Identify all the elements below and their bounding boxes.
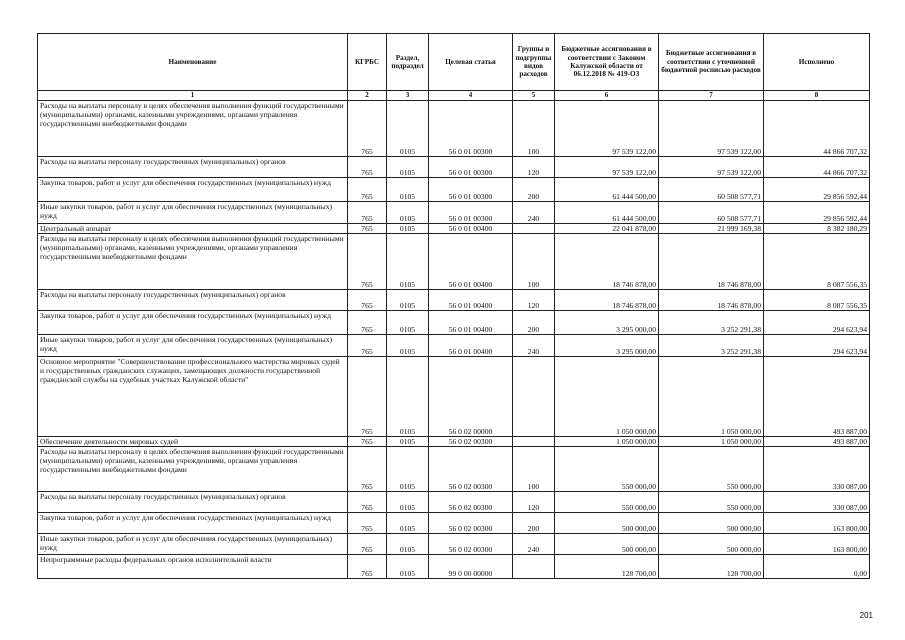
row-executed: 44 866 707,32 <box>764 157 870 178</box>
row-target: 56 0 01 00400 <box>429 224 513 234</box>
row-group: 100 <box>513 234 555 290</box>
row-allocation-refined: 97 539 122,00 <box>659 101 764 157</box>
header-grbs: КГРБС <box>348 34 387 91</box>
header-groups: Группы и подгруппы видов расходов <box>513 34 555 91</box>
row-section: 0105 <box>387 178 429 202</box>
row-group <box>513 437 555 447</box>
row-grbs: 765 <box>348 335 387 357</box>
row-name: Обеспечение деятельности мировых судей <box>38 437 348 447</box>
row-grbs: 765 <box>348 357 387 437</box>
row-group: 100 <box>513 447 555 492</box>
row-allocation-refined: 550 000,00 <box>659 492 764 513</box>
row-name: Закупка товаров, работ и услуг для обеспечения государственных (муниципальных) нужд <box>38 311 348 335</box>
row-allocation-law: 128 700,00 <box>555 555 659 579</box>
row-name: Расходы на выплаты персоналу государственных (муниципальных) органов <box>38 157 348 178</box>
row-target: 56 0 02 00300 <box>429 534 513 555</box>
table-row <box>38 447 870 492</box>
table-row <box>38 101 870 157</box>
row-allocation-law: 1 050 000,00 <box>555 357 659 437</box>
row-grbs: 765 <box>348 202 387 224</box>
row-target: 56 0 01 00300 <box>429 202 513 224</box>
row-allocation-refined: 500 000,00 <box>659 534 764 555</box>
row-allocation-refined: 550 000,00 <box>659 447 764 492</box>
page-number: 201 <box>859 611 873 620</box>
row-executed: 330 087,00 <box>764 447 870 492</box>
row-grbs: 765 <box>348 447 387 492</box>
header-name: Наименование <box>38 34 348 91</box>
table-row <box>38 513 870 534</box>
row-executed: 8 382 180,29 <box>764 224 870 234</box>
row-grbs: 765 <box>348 437 387 447</box>
row-section: 0105 <box>387 290 429 311</box>
table-row <box>38 311 870 335</box>
row-group: 200 <box>513 178 555 202</box>
row-target: 56 0 01 00400 <box>429 311 513 335</box>
row-allocation-refined: 97 539 122,00 <box>659 157 764 178</box>
row-allocation-law: 61 444 500,00 <box>555 202 659 224</box>
row-allocation-refined: 1 050 000,00 <box>659 357 764 437</box>
row-allocation-refined: 21 999 169,38 <box>659 224 764 234</box>
row-group: 120 <box>513 492 555 513</box>
row-name: Иные закупки товаров, работ и услуг для обеспечения государственных (муниципальных) нужд <box>38 202 348 224</box>
row-executed: 294 623,94 <box>764 335 870 357</box>
row-allocation-refined: 3 252 291,38 <box>659 311 764 335</box>
row-allocation-law: 500 000,00 <box>555 513 659 534</box>
column-number: 7 <box>659 91 764 101</box>
row-allocation-law: 3 295 000,00 <box>555 311 659 335</box>
column-number: 6 <box>555 91 659 101</box>
row-group: 240 <box>513 202 555 224</box>
table-row <box>38 335 870 357</box>
row-target: 56 0 02 00300 <box>429 437 513 447</box>
row-group: 240 <box>513 335 555 357</box>
row-group: 240 <box>513 534 555 555</box>
row-name: Расходы на выплаты персоналу в целях обеспечения выполнения функций государственными (муниципальными) органами, казенными учреждениями, органами управления государственными внебюджетными фондами <box>38 101 348 157</box>
row-section: 0105 <box>387 513 429 534</box>
row-group <box>513 357 555 437</box>
column-number: 8 <box>764 91 870 101</box>
table-row <box>38 157 870 178</box>
row-target: 56 0 01 00400 <box>429 234 513 290</box>
row-allocation-law: 500 000,00 <box>555 534 659 555</box>
row-allocation-law: 1 050 000,00 <box>555 437 659 447</box>
row-allocation-law: 3 295 000,00 <box>555 335 659 357</box>
row-target: 56 0 02 00300 <box>429 447 513 492</box>
row-section: 0105 <box>387 492 429 513</box>
row-grbs: 765 <box>348 513 387 534</box>
row-grbs: 765 <box>348 178 387 202</box>
row-grbs: 765 <box>348 492 387 513</box>
row-section: 0105 <box>387 357 429 437</box>
table-row <box>38 534 870 555</box>
row-executed: 493 887,00 <box>764 357 870 437</box>
row-allocation-law: 18 746 878,00 <box>555 234 659 290</box>
row-executed: 8 087 556,35 <box>764 234 870 290</box>
row-name: Закупка товаров, работ и услуг для обеспечения государственных (муниципальных) нужд <box>38 178 348 202</box>
row-allocation-refined: 500 000,00 <box>659 513 764 534</box>
table-row <box>38 224 870 234</box>
row-group: 120 <box>513 157 555 178</box>
column-number: 2 <box>348 91 387 101</box>
row-section: 0105 <box>387 437 429 447</box>
row-name: Иные закупки товаров, работ и услуг для обеспечения государственных (муниципальных) нужд <box>38 335 348 357</box>
row-group <box>513 555 555 579</box>
header-executed: Исполнено <box>764 34 870 91</box>
row-executed: 29 856 592,44 <box>764 202 870 224</box>
table-row <box>38 178 870 202</box>
row-target: 56 0 01 00400 <box>429 290 513 311</box>
row-name: Расходы на выплаты персоналу государственных (муниципальных) органов <box>38 492 348 513</box>
row-section: 0105 <box>387 202 429 224</box>
row-grbs: 765 <box>348 224 387 234</box>
row-executed: 330 087,00 <box>764 492 870 513</box>
row-name: Основное мероприятие "Совершенствование профессионального мастерства мировых судей и государственных гражданских служащих, замещающих должности государственной гражданской службы на судебных участках Калужской области" <box>38 357 348 437</box>
row-allocation-refined: 60 508 577,71 <box>659 202 764 224</box>
row-target: 99 0 00 00000 <box>429 555 513 579</box>
header-allocations-law: Бюджетные ассигнования в соответствии с Законом Калужской области от 06.12.2018 № 419-ОЗ <box>555 34 659 91</box>
row-target: 56 0 02 00300 <box>429 492 513 513</box>
row-target: 56 0 01 00300 <box>429 157 513 178</box>
row-name: Расходы на выплаты персоналу в целях обеспечения выполнения функций государственными (муниципальными) органами, казенными учреждениями, органами управления государственными внебюджетными фондами <box>38 234 348 290</box>
table-header-row <box>38 34 870 91</box>
table-row <box>38 357 870 437</box>
row-name: Центральный аппарат <box>38 224 348 234</box>
table-body <box>38 101 870 579</box>
header-section: Раздел, подраздел <box>387 34 429 91</box>
row-grbs: 765 <box>348 234 387 290</box>
column-number: 1 <box>38 91 348 101</box>
column-number: 3 <box>387 91 429 101</box>
row-group <box>513 224 555 234</box>
table-row <box>38 555 870 579</box>
table-row <box>38 234 870 290</box>
row-allocation-law: 550 000,00 <box>555 492 659 513</box>
row-section: 0105 <box>387 224 429 234</box>
table-row <box>38 202 870 224</box>
row-target: 56 0 02 00300 <box>429 513 513 534</box>
row-allocation-refined: 18 746 878,00 <box>659 234 764 290</box>
row-grbs: 765 <box>348 311 387 335</box>
row-grbs: 765 <box>348 157 387 178</box>
row-grbs: 765 <box>348 290 387 311</box>
row-section: 0105 <box>387 157 429 178</box>
row-executed: 163 800,00 <box>764 534 870 555</box>
row-executed: 163 800,00 <box>764 513 870 534</box>
row-name: Расходы на выплаты персоналу государственных (муниципальных) органов <box>38 290 348 311</box>
header-target: Целевая статья <box>429 34 513 91</box>
row-section: 0105 <box>387 101 429 157</box>
row-allocation-law: 550 000,00 <box>555 447 659 492</box>
row-section: 0105 <box>387 555 429 579</box>
row-target: 56 0 02 00000 <box>429 357 513 437</box>
row-grbs: 765 <box>348 101 387 157</box>
header-allocations-refined: Бюджетные ассигнования в соответствии с уточненной бюджетной росписью расходов <box>659 34 764 91</box>
row-allocation-law: 18 746 878,00 <box>555 290 659 311</box>
row-executed: 493 887,00 <box>764 437 870 447</box>
row-executed: 29 856 592,44 <box>764 178 870 202</box>
row-group: 200 <box>513 311 555 335</box>
row-allocation-law: 22 041 878,00 <box>555 224 659 234</box>
row-grbs: 765 <box>348 555 387 579</box>
row-name: Непрограммные расходы федеральных органов исполнительной власти <box>38 555 348 579</box>
row-grbs: 765 <box>348 534 387 555</box>
row-executed: 0,00 <box>764 555 870 579</box>
table-row <box>38 290 870 311</box>
row-group: 200 <box>513 513 555 534</box>
row-target: 56 0 01 00400 <box>429 335 513 357</box>
row-group: 120 <box>513 290 555 311</box>
row-section: 0105 <box>387 447 429 492</box>
row-section: 0105 <box>387 335 429 357</box>
row-allocation-law: 97 539 122,00 <box>555 157 659 178</box>
row-allocation-law: 97 539 122,00 <box>555 101 659 157</box>
row-section: 0105 <box>387 311 429 335</box>
row-name: Закупка товаров, работ и услуг для обеспечения государственных (муниципальных) нужд <box>38 513 348 534</box>
row-allocation-refined: 128 700,00 <box>659 555 764 579</box>
row-allocation-refined: 3 252 291,38 <box>659 335 764 357</box>
row-group: 100 <box>513 101 555 157</box>
column-number-row <box>38 91 870 101</box>
row-executed: 44 866 707,32 <box>764 101 870 157</box>
table-row <box>38 437 870 447</box>
row-allocation-refined: 60 508 577,71 <box>659 178 764 202</box>
column-number: 5 <box>513 91 555 101</box>
column-number: 4 <box>429 91 513 101</box>
row-section: 0105 <box>387 234 429 290</box>
row-target: 56 0 01 00300 <box>429 178 513 202</box>
row-executed: 8 087 556,35 <box>764 290 870 311</box>
budget-table <box>37 33 870 579</box>
row-executed: 294 623,94 <box>764 311 870 335</box>
row-name: Расходы на выплаты персоналу в целях обеспечения выполнения функций государственными (муниципальными) органами, казенными учреждениями, органами управления государственными внебюджетными фондами <box>38 447 348 492</box>
row-allocation-law: 61 444 500,00 <box>555 178 659 202</box>
row-target: 56 0 01 00300 <box>429 101 513 157</box>
row-name: Иные закупки товаров, работ и услуг для обеспечения государственных (муниципальных) нужд <box>38 534 348 555</box>
row-section: 0105 <box>387 534 429 555</box>
row-allocation-refined: 1 050 000,00 <box>659 437 764 447</box>
table-row <box>38 492 870 513</box>
row-allocation-refined: 18 746 878,00 <box>659 290 764 311</box>
